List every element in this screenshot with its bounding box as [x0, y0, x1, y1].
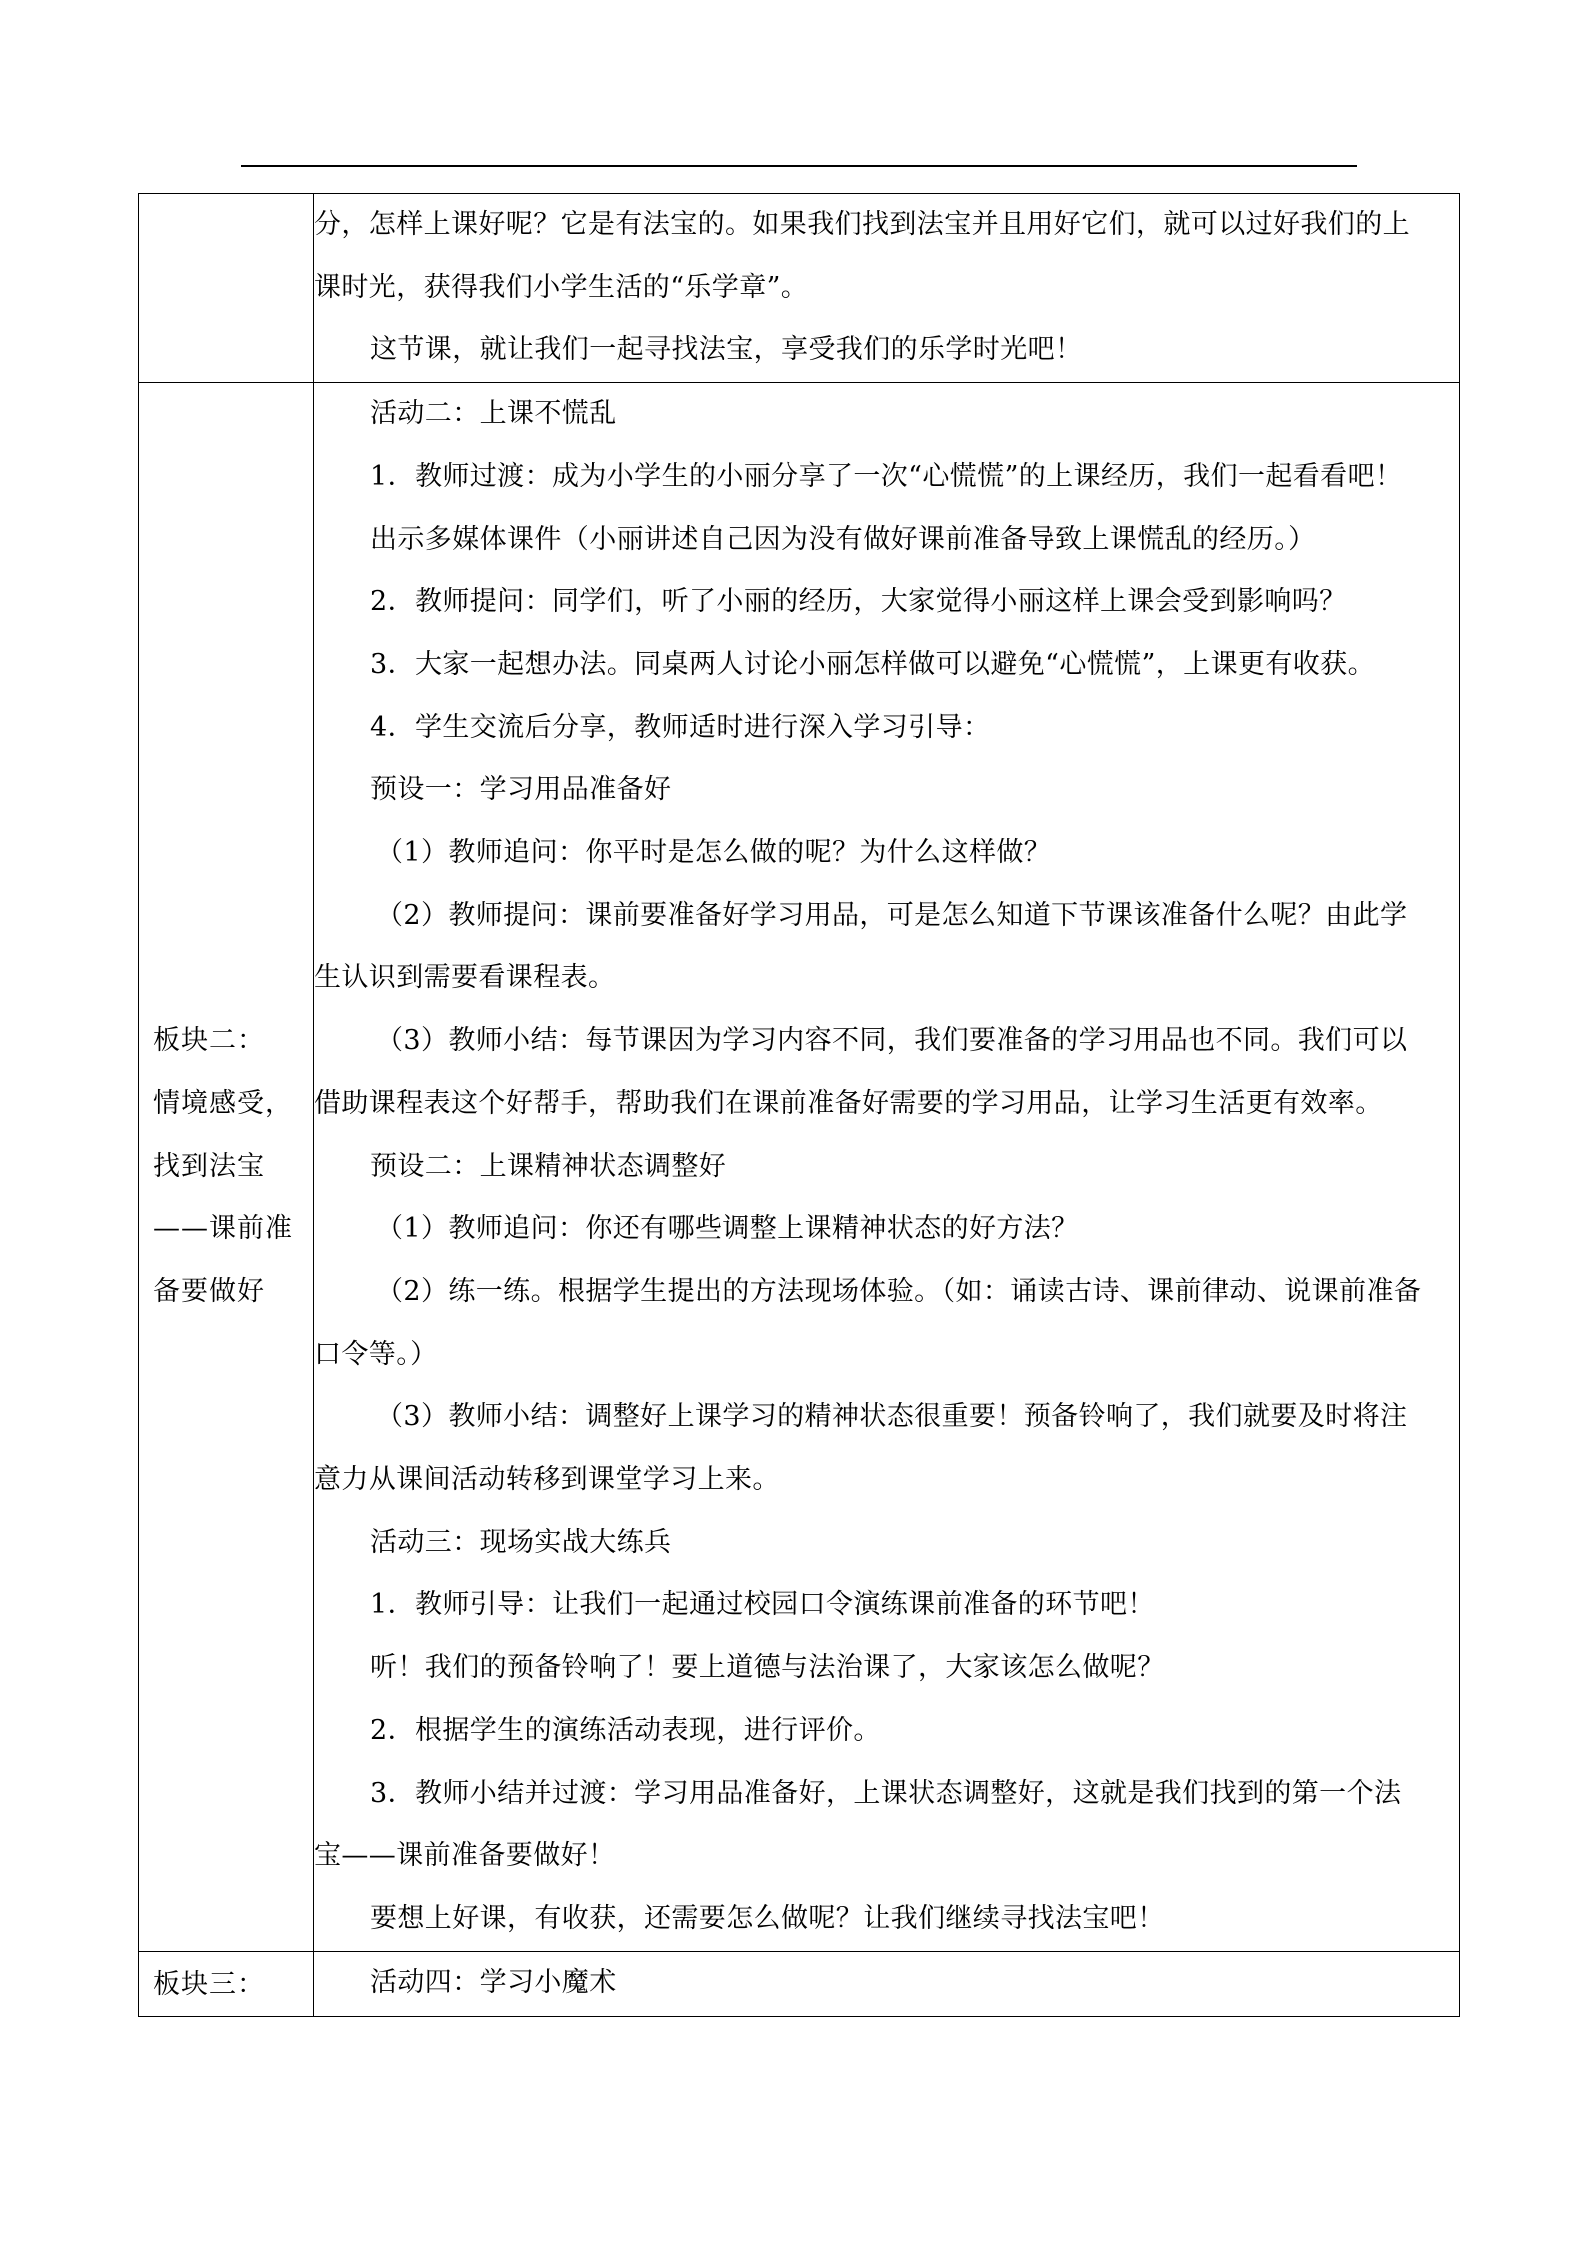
- preset-heading: 预设一：学习用品准备好: [370, 774, 672, 806]
- activity-heading: 活动三：现场实战大练兵: [370, 1526, 672, 1558]
- preset-heading: 预设二：上课精神状态调整好: [370, 1150, 727, 1182]
- paragraph-line: 4．学生交流后分享，教师适时进行深入学习引导：: [370, 711, 991, 743]
- lesson-plan-table: [138, 193, 1460, 2017]
- paragraph-line: 1．教师引导：让我们一起通过校园口令演练课前准备的环节吧！: [370, 1589, 1155, 1621]
- section-label-line: 备要做好: [153, 1275, 265, 1307]
- content-cell: [314, 1951, 1460, 2017]
- paragraph-line: （3）教师小结：每节课因为学习内容不同，我们要准备的学习用品也不同。我们可以: [376, 1025, 1408, 1057]
- paragraph-line: 生认识到需要看课程表。: [314, 962, 616, 994]
- section-label-line: 情境感受，: [153, 1087, 293, 1119]
- table-row: [139, 383, 1460, 1952]
- paragraph-line: 出示多媒体课件（小丽讲述自己因为没有做好课前准备导致上课慌乱的经历。）: [370, 523, 1316, 555]
- header-rule: [241, 165, 1357, 167]
- paragraph-line: 课时光，获得我们小学生活的“乐学章”。: [314, 271, 809, 303]
- activity-heading: 活动二：上课不慌乱: [370, 398, 617, 430]
- paragraph-line: 分，怎样上课好呢？它是有法宝的。如果我们找到法宝并且用好它们，就可以过好我们的上: [314, 209, 1410, 240]
- section-label-cell: [139, 383, 314, 1952]
- content-cell: [314, 383, 1460, 1952]
- section-label: 板块三：: [153, 1968, 265, 2000]
- paragraph-line: （3）教师小结：调整好上课学习的精神状态很重要！预备铃响了，我们就要及时将注: [376, 1401, 1408, 1433]
- paragraph-line: 2．教师提问：同学们，听了小丽的经历，大家觉得小丽这样上课会受到影响吗？: [370, 586, 1347, 618]
- activity-heading: 活动四：学习小魔术: [370, 1966, 617, 1998]
- paragraph-line: 1．教师过渡：成为小学生的小丽分享了一次“心慌慌”的上课经历，我们一起看看吧！: [370, 460, 1403, 492]
- section-label-cell: [139, 1951, 314, 2017]
- section-label-cell: [139, 194, 314, 383]
- paragraph-line: （2）练一练。根据学生提出的方法现场体验。（如：诵读古诗、课前律动、说课前准备: [376, 1275, 1422, 1307]
- paragraph-line: （1）教师追问：你平时是怎么做的呢？为什么这样做？: [376, 837, 1052, 869]
- table-row: [139, 1951, 1460, 2017]
- paragraph-line: 口令等。）: [314, 1338, 438, 1370]
- paragraph-line: 3．大家一起想办法。同桌两人讨论小丽怎样做可以避免“心慌慌”，上课更有收获。: [370, 648, 1375, 680]
- paragraph-line: （2）教师提问：课前要准备好学习用品，可是怎么知道下节课该准备什么呢？由此学: [376, 899, 1408, 931]
- paragraph-line: 要想上好课，有收获，还需要怎么做呢？让我们继续寻找法宝吧！: [370, 1902, 1165, 1934]
- table-row: [139, 194, 1460, 383]
- paragraph-line: 宝——课前准备要做好！: [314, 1840, 616, 1872]
- section-label-line: 找到法宝: [153, 1150, 265, 1182]
- section-label: [139, 1010, 313, 1324]
- paragraph-line: 听！我们的预备铃响了！要上道德与法治课了，大家该怎么做呢？: [370, 1652, 1165, 1684]
- paragraph-line: 意力从课间活动转移到课堂学习上来。: [314, 1464, 780, 1496]
- paragraph-line: 这节课，就让我们一起寻找法宝，享受我们的乐学时光吧！: [370, 334, 1083, 366]
- paragraph-line: 2．根据学生的演练活动表现，进行评价。: [370, 1714, 881, 1746]
- section-label-line: ——课前准: [153, 1213, 293, 1245]
- paragraph-line: 3．教师小结并过渡：学习用品准备好，上课状态调整好，这就是我们找到的第一个法: [370, 1777, 1402, 1809]
- paragraph-line: 借助课程表这个好帮手，帮助我们在课前准备好需要的学习用品，让学习生活更有效率。: [314, 1087, 1383, 1119]
- content-cell: [314, 194, 1460, 383]
- section-label-line: 板块二：: [153, 1025, 265, 1057]
- paragraph-line: （1）教师追问：你还有哪些调整上课精神状态的好方法？: [376, 1213, 1079, 1245]
